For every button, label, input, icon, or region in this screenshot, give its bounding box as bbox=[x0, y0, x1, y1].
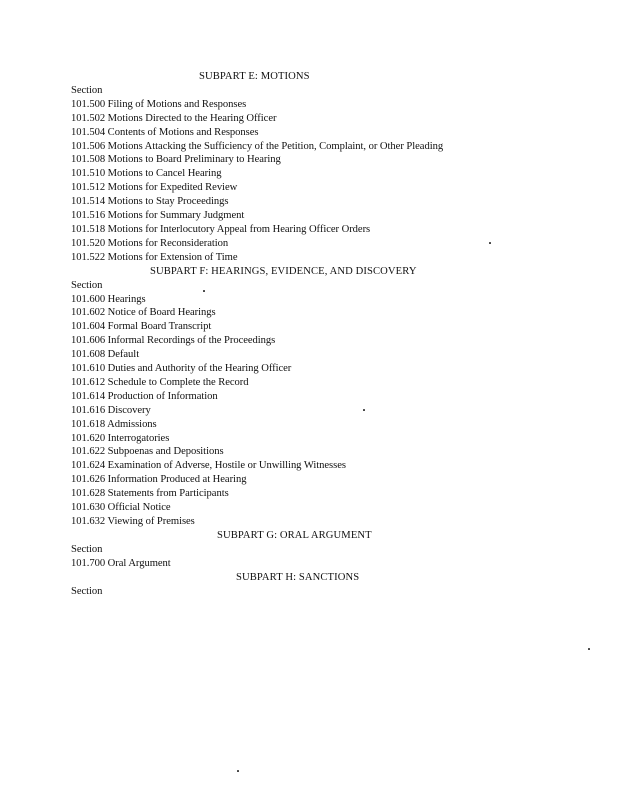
toc-entry: 101.500 Filing of Motions and Responses bbox=[71, 98, 247, 110]
toc-entry: 101.510 Motions to Cancel Hearing bbox=[71, 168, 222, 180]
scan-speck bbox=[237, 770, 239, 772]
scan-speck bbox=[363, 409, 365, 411]
toc-entry: 101.616 Discovery bbox=[71, 404, 151, 416]
toc-entry: 101.602 Notice of Board Hearings bbox=[71, 307, 216, 319]
subpart-g-heading: SUBPART G: ORAL ARGUMENT bbox=[217, 529, 372, 541]
toc-entry: 101.502 Motions Directed to the Hearing Officer bbox=[71, 112, 277, 124]
toc-entry: 101.632 Viewing of Premises bbox=[71, 516, 195, 527]
scan-speck bbox=[203, 290, 205, 292]
scan-speck bbox=[588, 648, 590, 650]
toc-entry: 101.618 Admissions bbox=[71, 418, 157, 430]
toc-entry: 101.626 Information Produced at Hearing bbox=[71, 474, 247, 486]
toc-entry: 101.508 Motions to Board Preliminary to Hearing bbox=[71, 154, 281, 166]
toc-entry: 101.606 Informal Recordings of the Proceedings bbox=[71, 335, 276, 347]
toc-entry: 101.622 Subpoenas and Depositions bbox=[71, 446, 224, 458]
toc-entry: 101.522 Motions for Extension of Time bbox=[71, 251, 238, 263]
toc-entry: 101.504 Contents of Motions and Responses bbox=[71, 126, 259, 138]
section-label: Section bbox=[71, 585, 103, 597]
toc-entry: 101.630 Official Notice bbox=[71, 502, 171, 514]
toc-entry: 101.600 Hearings bbox=[71, 293, 146, 305]
scan-speck bbox=[489, 242, 491, 244]
section-label: Section bbox=[71, 84, 103, 96]
toc-entry: 101.610 Duties and Authority of the Hearing Officer bbox=[71, 363, 292, 375]
toc-entry: 101.612 Schedule to Complete the Record bbox=[71, 376, 249, 388]
toc-entry: 101.516 Motions for Summary Judgment bbox=[71, 210, 245, 222]
toc-entry: 101.608 Default bbox=[71, 349, 140, 361]
toc-entry: 101.514 Motions to Stay Proceedings bbox=[71, 196, 229, 208]
subpart-f-heading: SUBPART F: HEARINGS, EVIDENCE, AND DISCOVERY bbox=[150, 265, 417, 277]
toc-entry: 101.520 Motions for Reconsideration bbox=[71, 237, 229, 249]
toc-entry: 101.518 Motions for Interlocutory Appeal from Hearing Officer Orders bbox=[71, 223, 371, 235]
toc-entry: 101.620 Interrogatories bbox=[71, 432, 170, 444]
section-label: Section bbox=[71, 279, 103, 291]
toc-entry: 101.604 Formal Board Transcript bbox=[71, 321, 212, 333]
subpart-h-heading: SUBPART H: SANCTIONS bbox=[236, 571, 360, 583]
toc-entry: 101.700 Oral Argument bbox=[71, 557, 171, 569]
toc-entry: 101.512 Motions for Expedited Review bbox=[71, 182, 238, 194]
toc-entry: 101.624 Examination of Adverse, Hostile or Unwilling Witnesses bbox=[71, 460, 346, 472]
subpart-e-heading: SUBPART E: MOTIONS bbox=[199, 71, 310, 82]
section-label: Section bbox=[71, 543, 103, 555]
toc-entry: 101.628 Statements from Participants bbox=[71, 488, 229, 500]
table-of-contents bbox=[71, 70, 551, 598]
toc-entry: 101.506 Motions Attacking the Sufficiency of the Petition, Complaint, or Other Pleading bbox=[71, 140, 444, 152]
toc-entry: 101.614 Production of Information bbox=[71, 390, 218, 402]
